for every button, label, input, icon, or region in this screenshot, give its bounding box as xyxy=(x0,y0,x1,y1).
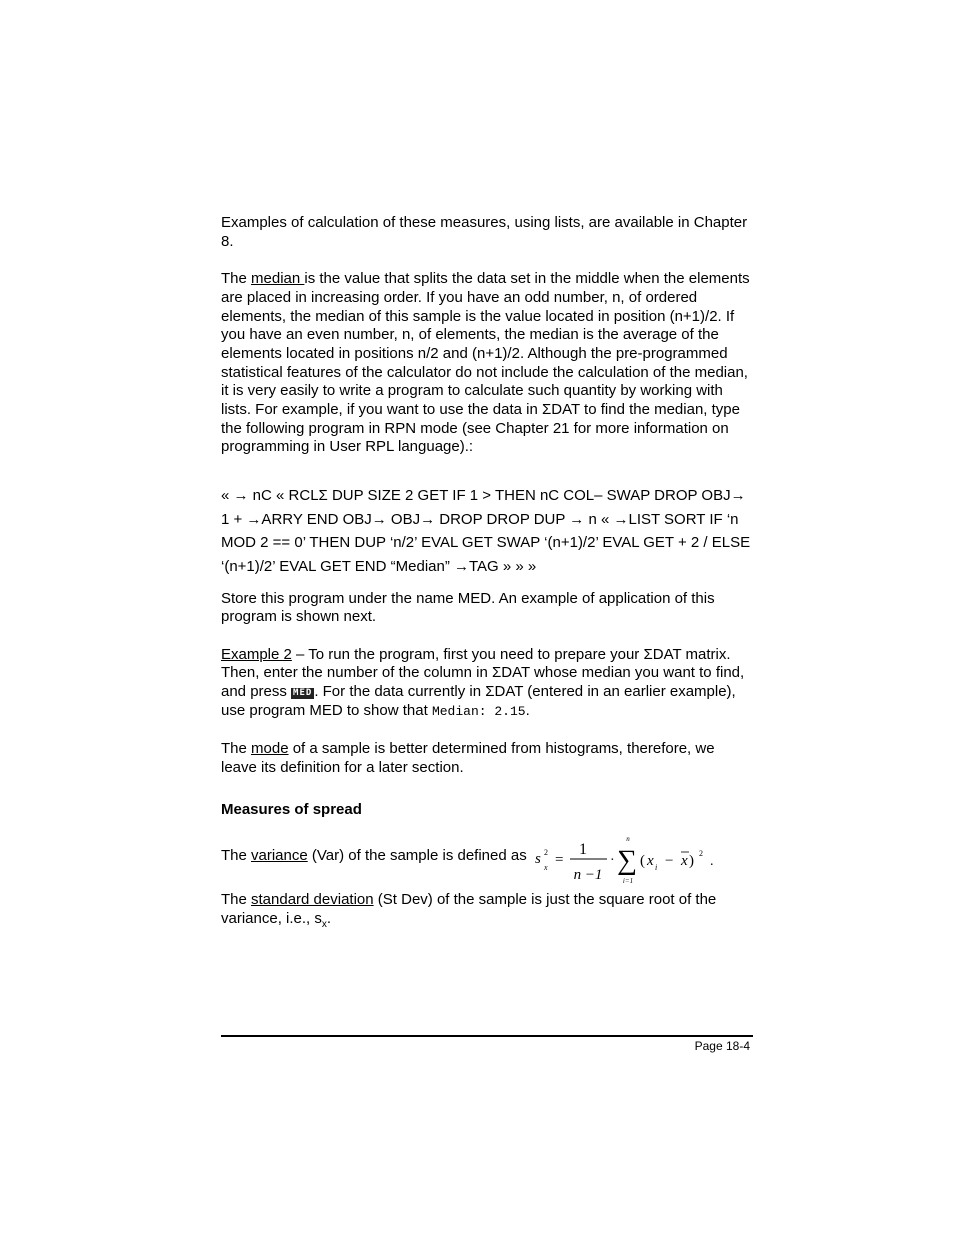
formula-eq: = xyxy=(555,852,564,869)
formula-open: ( xyxy=(640,853,645,870)
variance-term: variance xyxy=(251,847,308,865)
formula-xi: x xyxy=(647,853,654,870)
median-term: median xyxy=(251,270,305,288)
formula-close: ) xyxy=(689,853,694,870)
page-body xyxy=(221,214,753,935)
median-result: Median: 2.15 xyxy=(431,703,526,719)
formula-period: . xyxy=(710,854,714,870)
med-softkey[interactable]: MED xyxy=(293,688,313,698)
program-listing: « → nC « RCLΣ DUP SIZE 2 GET IF 1 > THEN nC COL– SWAP DROP OBJ→ 1 + →ARRY END OBJ→ OBJ→ DROP DROP DUP → n « →LIST SORT IF ‘n MOD 2 == 0’ THEN DUP ‘n/2’ EVAL GET SWAP ‘(n+1)/2’ EVAL GET + 2 / ELSE ‘(n+1)/2’ EVAL GET END “Median” →TAG » » » xyxy=(221,487,751,575)
variance-paragraph: The variance (Var) of the sample is defined as xyxy=(221,847,527,865)
formula-pow: 2 xyxy=(699,849,703,859)
intro-paragraph: Examples of calculation of these measures, using lists, are available in Chapter 8. xyxy=(221,214,748,250)
formula-num: 1 xyxy=(579,841,587,859)
formula-s: s xyxy=(535,851,541,868)
sigma-upper: n xyxy=(626,835,630,844)
section-heading: Measures of spread xyxy=(221,800,362,818)
store-paragraph: Store this program under the name MED. An example of application of this program is shown next. xyxy=(221,589,715,626)
example-paragraph: Example 2 – To run the program, first you need to prepare your ΣDAT matrix. Then, enter the number of the column in ΣDAT whose median you want to find, and press MED . For the data currently in ΣDAT (entered in an earlier example), use program MED to show that Median: 2.15. xyxy=(221,645,745,719)
formula-dot: · xyxy=(610,853,615,869)
mode-term: mode xyxy=(251,740,289,758)
formula-sq: 2 xyxy=(544,848,548,858)
sigma-icon: ∑ xyxy=(617,845,637,877)
median-paragraph: The median is the value that splits the data set in the middle when the elements are placed in increasing order. If you have an odd number, n, of ordered elements, the median of this sample is the value located in position (n+1)/2. If you have an even number, n, of elements, the median is the average of the elements located in positions n/2 and (n+1)/2. Although the pre-programmed statistical features of the calculator do not include the calculation of the median, it is very easily to write a program to calculate such quantity by working with lists. For example, if you want to use the data in ΣDAT to find the median, type the following program in RPN mode (see Chapter 21 for more information on programming in User RPL language).: xyxy=(221,270,750,456)
stddev-term: standard deviation xyxy=(251,891,374,909)
page-number: Page 18-4 xyxy=(694,1039,750,1053)
formula-x-sub: x xyxy=(544,863,548,873)
variance-formula xyxy=(533,819,733,886)
formula-minus: − xyxy=(665,853,674,870)
formula-den: n −1 xyxy=(573,867,603,884)
stddev-paragraph: The standard deviation (St Dev) of the sample is just the square root of the variance, i.e., $s_x$. xyxy=(221,891,717,930)
footer-rule xyxy=(221,1035,753,1037)
mode-paragraph: The mode of a sample is better determined from histograms, therefore, we leave its definition for a later section. xyxy=(221,740,715,776)
formula-xbar: x xyxy=(681,853,688,870)
example-label: Example 2 xyxy=(221,645,292,663)
variance-row xyxy=(221,819,753,886)
formula-i: i xyxy=(655,863,658,873)
sigma-lower: i=1 xyxy=(622,877,634,886)
